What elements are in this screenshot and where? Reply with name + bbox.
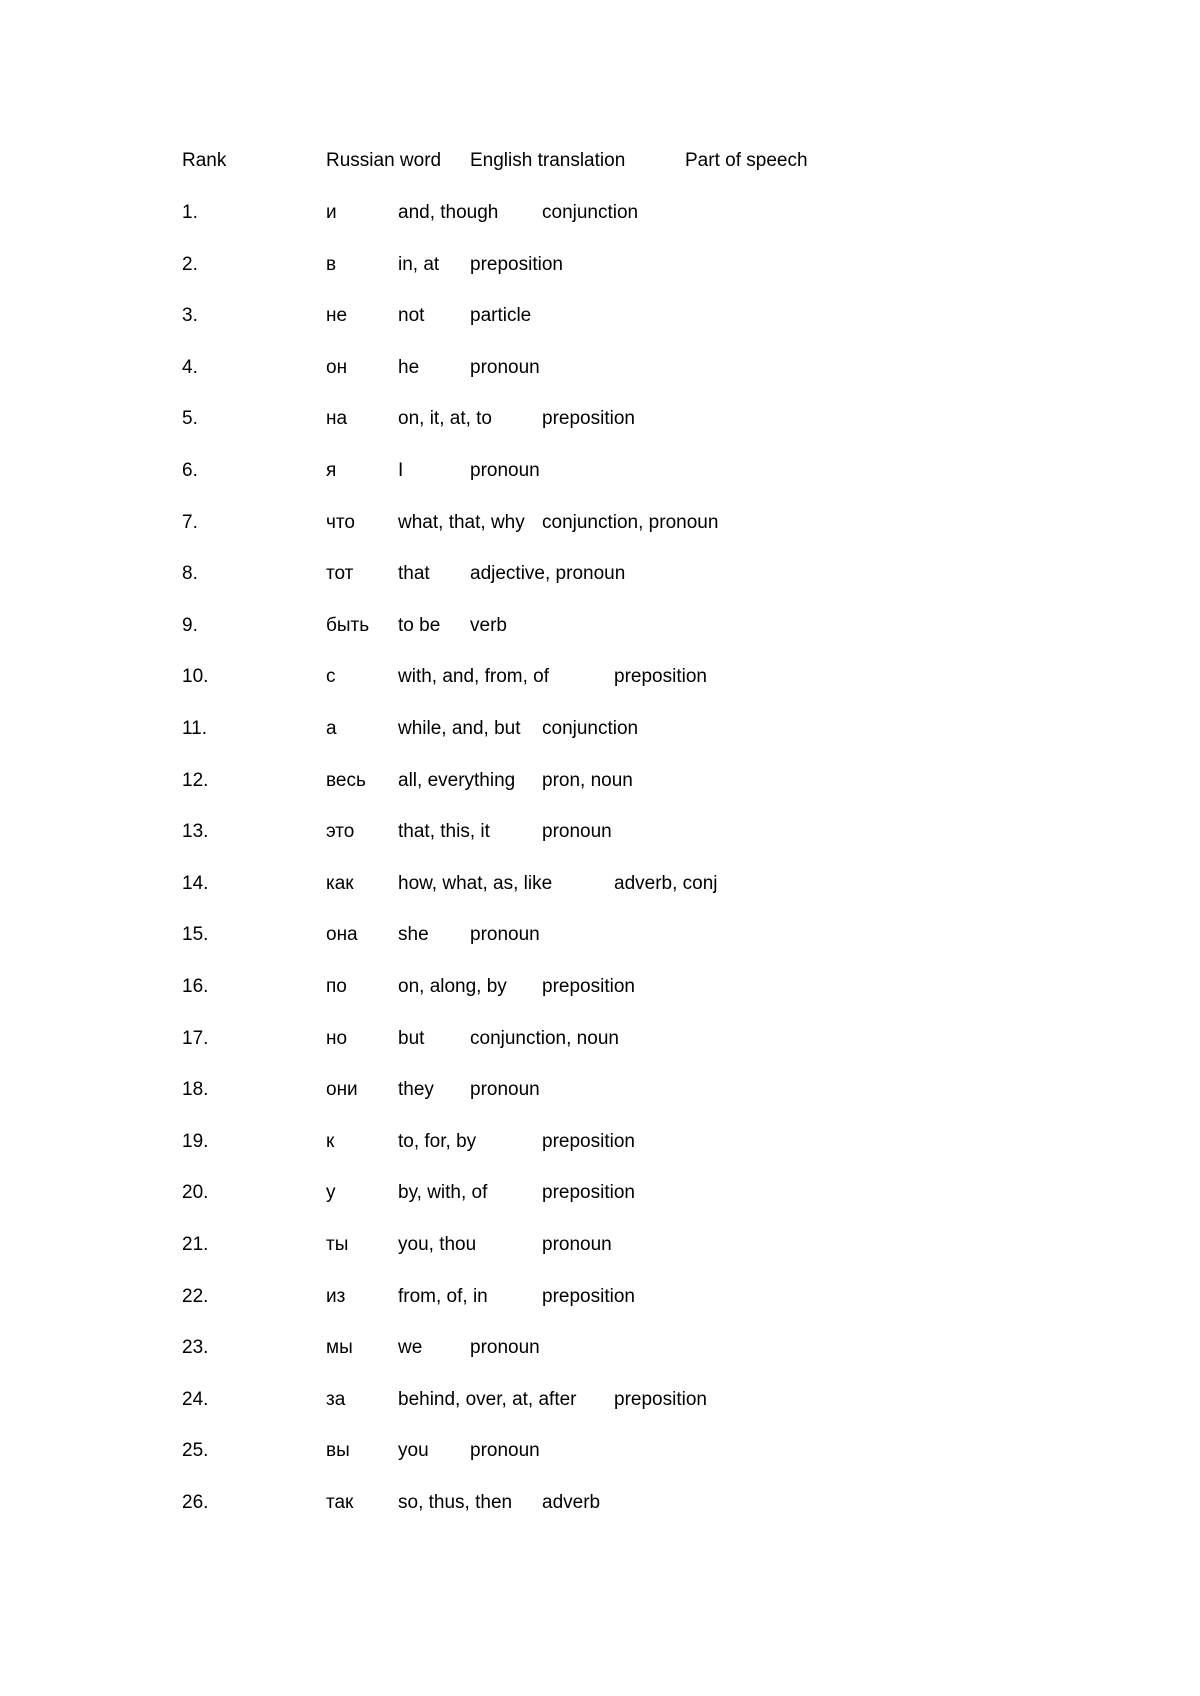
table-row (0, 817, 1200, 847)
english-translation: behind, over, at, after (398, 1389, 577, 1410)
russian-word: быть (326, 615, 370, 636)
rank-number: 22. (182, 1286, 209, 1307)
part-of-speech: adverb, conj (614, 873, 718, 894)
russian-word: ты (326, 1234, 349, 1255)
part-of-speech: pronoun (542, 1234, 612, 1255)
table-row (0, 198, 1200, 228)
russian-word: они (326, 1079, 358, 1100)
russian-word: а (326, 718, 337, 739)
part-of-speech: pron, noun (542, 770, 633, 791)
english-translation: in, at (398, 254, 440, 275)
english-translation: that, this, it (398, 821, 490, 842)
russian-word: но (326, 1028, 348, 1049)
rank-number: 15. (182, 924, 209, 945)
table-row (0, 1385, 1200, 1415)
table-row (0, 1075, 1200, 1105)
header-rank: Rank (182, 150, 227, 171)
table-row (0, 1024, 1200, 1054)
english-translation: on, along, by (398, 976, 507, 997)
rank-number: 18. (182, 1079, 209, 1100)
part-of-speech: preposition (614, 666, 707, 687)
russian-word: на (326, 408, 348, 429)
rank-number: 17. (182, 1028, 209, 1049)
english-translation: so, thus, then (398, 1492, 513, 1513)
table-row (0, 1436, 1200, 1466)
russian-word: по (326, 976, 347, 997)
part-of-speech: pronoun (470, 924, 540, 945)
rank-number: 16. (182, 976, 209, 997)
table-row (0, 1178, 1200, 1208)
russian-word: как (326, 873, 354, 894)
part-of-speech: preposition (614, 1389, 707, 1410)
rank-number: 5. (182, 408, 198, 429)
part-of-speech: adverb (542, 1492, 601, 1513)
table-row (0, 250, 1200, 280)
part-of-speech: pronoun (470, 460, 540, 481)
english-translation: I (398, 460, 404, 481)
table-row (0, 559, 1200, 589)
part-of-speech: conjunction, pronoun (542, 512, 719, 533)
part-of-speech: verb (470, 615, 507, 636)
table-row (0, 301, 1200, 331)
rank-number: 8. (182, 563, 198, 584)
russian-word: и (326, 202, 337, 223)
english-translation: you (398, 1440, 429, 1461)
english-translation: how, what, as, like (398, 873, 553, 894)
russian-word: в (326, 254, 337, 275)
part-of-speech: pronoun (470, 1337, 540, 1358)
rank-number: 13. (182, 821, 209, 842)
english-translation: by, with, of (398, 1182, 488, 1203)
english-translation: what, that, why (398, 512, 525, 533)
part-of-speech: conjunction (542, 718, 639, 739)
rank-number: 9. (182, 615, 198, 636)
english-translation: to be (398, 615, 441, 636)
part-of-speech: preposition (470, 254, 563, 275)
rank-number: 23. (182, 1337, 209, 1358)
rank-number: 25. (182, 1440, 209, 1461)
part-of-speech: preposition (542, 976, 635, 997)
header-russian-word: Russian word (326, 150, 442, 171)
russian-word: с (326, 666, 336, 687)
table-row (0, 508, 1200, 538)
rank-number: 24. (182, 1389, 209, 1410)
russian-word: из (326, 1286, 346, 1307)
rank-number: 12. (182, 770, 209, 791)
table-row (0, 869, 1200, 899)
russian-word: у (326, 1182, 336, 1203)
table-row (0, 1230, 1200, 1260)
english-translation: from, of, in (398, 1286, 488, 1307)
table-row (0, 456, 1200, 486)
english-translation: to, for, by (398, 1131, 477, 1152)
table-row (0, 714, 1200, 744)
english-translation: but (398, 1028, 425, 1049)
table-row (0, 1333, 1200, 1363)
header-part-of-speech: Part of speech (685, 150, 808, 171)
russian-word: я (326, 460, 337, 481)
english-translation: with, and, from, of (398, 666, 550, 687)
table-row (0, 1282, 1200, 1312)
russian-word: тот (326, 563, 354, 584)
rank-number: 20. (182, 1182, 209, 1203)
english-translation: and, though (398, 202, 499, 223)
russian-word: это (326, 821, 355, 842)
table-row (0, 353, 1200, 383)
part-of-speech: adjective, pronoun (470, 563, 626, 584)
rank-number: 21. (182, 1234, 209, 1255)
russian-word: она (326, 924, 358, 945)
russian-word: так (326, 1492, 354, 1513)
part-of-speech: pronoun (542, 821, 612, 842)
russian-word: мы (326, 1337, 353, 1358)
table-row (0, 920, 1200, 950)
rank-number: 10. (182, 666, 209, 687)
part-of-speech: pronoun (470, 357, 540, 378)
part-of-speech: conjunction, noun (470, 1028, 619, 1049)
rank-number: 26. (182, 1492, 209, 1513)
russian-word: весь (326, 770, 366, 791)
english-translation: you, thou (398, 1234, 477, 1255)
english-translation: on, it, at, to (398, 408, 492, 429)
table-row (0, 972, 1200, 1002)
english-translation: that (398, 563, 430, 584)
part-of-speech: preposition (542, 1182, 635, 1203)
english-translation: she (398, 924, 429, 945)
part-of-speech: preposition (542, 408, 635, 429)
english-translation: not (398, 305, 425, 326)
part-of-speech: conjunction (542, 202, 639, 223)
part-of-speech: preposition (542, 1131, 635, 1152)
rank-number: 7. (182, 512, 198, 533)
table-row (0, 662, 1200, 692)
rank-number: 11. (182, 718, 208, 739)
table-row (0, 611, 1200, 641)
english-translation: he (398, 357, 420, 378)
part-of-speech: pronoun (470, 1079, 540, 1100)
table-row (0, 1127, 1200, 1157)
table-row (0, 766, 1200, 796)
russian-word: что (326, 512, 355, 533)
rank-number: 4. (182, 357, 198, 378)
rank-number: 19. (182, 1131, 209, 1152)
rank-number: 14. (182, 873, 209, 894)
english-translation: we (398, 1337, 423, 1358)
russian-word: вы (326, 1440, 350, 1461)
english-translation: all, everything (398, 770, 516, 791)
russian-word: он (326, 357, 348, 378)
rank-number: 1. (182, 202, 198, 223)
part-of-speech: pronoun (470, 1440, 540, 1461)
table-row (0, 1488, 1200, 1518)
table-row (0, 404, 1200, 434)
rank-number: 2. (182, 254, 198, 275)
table-header (0, 146, 1200, 176)
english-translation: they (398, 1079, 434, 1100)
russian-word: не (326, 305, 348, 326)
part-of-speech: preposition (542, 1286, 635, 1307)
rank-number: 3. (182, 305, 198, 326)
english-translation: while, and, but (398, 718, 521, 739)
russian-word: к (326, 1131, 335, 1152)
header-english-translation: English translation (470, 150, 626, 171)
part-of-speech: particle (470, 305, 532, 326)
russian-word: за (326, 1389, 346, 1410)
rank-number: 6. (182, 460, 198, 481)
